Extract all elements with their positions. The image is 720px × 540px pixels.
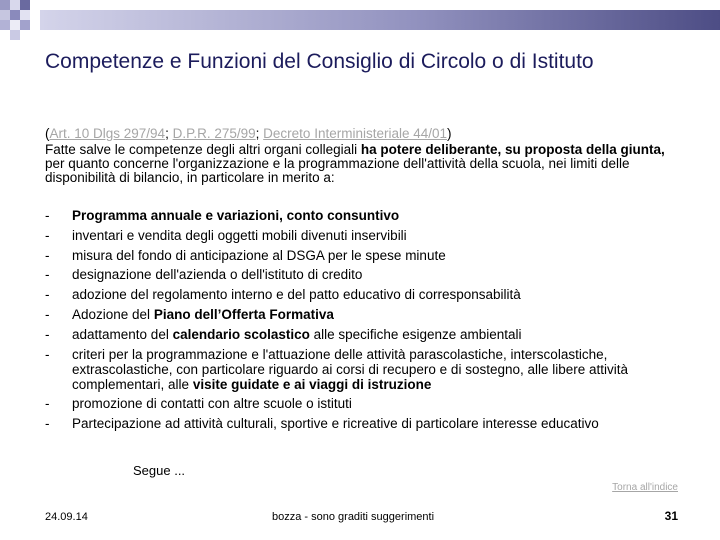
intro-bold: ha potere deliberante, su proposta della giunta, (360, 142, 665, 157)
competences-list (45, 208, 685, 436)
dash-bullet: - (45, 227, 50, 243)
dash-bullet: - (45, 346, 50, 362)
list-item (45, 347, 685, 392)
top-gradient-bar (40, 10, 720, 30)
dash-bullet: - (45, 306, 50, 322)
list-item-pre: misura del fondo di anticipazione al DSGA per le spese minute (72, 247, 446, 263)
dash-bullet: - (45, 326, 50, 342)
list-item-pre: inventari e vendita degli oggetti mobili divenuti inservibili (72, 227, 407, 243)
dash-bullet: - (45, 287, 50, 303)
list-item-pre: Adozione del (72, 306, 154, 322)
segue-text: Segue ... (133, 463, 186, 478)
list-item (45, 267, 685, 282)
intro-paragraph (45, 143, 685, 185)
list-item-pre: Partecipazione ad attività culturali, sportive e ricreative di particolare interesse educativo (72, 416, 599, 432)
back-to-index-link[interactable]: Torna all'indice (612, 482, 678, 493)
footer-date: 24.09.14 (45, 511, 88, 523)
dash-bullet: - (45, 416, 50, 432)
legal-references (45, 126, 452, 142)
dash-bullet: - (45, 267, 50, 283)
list-item (45, 228, 685, 243)
slide-title: Competenze e Funzioni del Consiglio di Circolo o di Istituto (45, 50, 594, 73)
refs-open-paren: ( (45, 126, 50, 141)
refs-separator: ; (255, 126, 264, 141)
refs-close-paren: ) (447, 126, 452, 141)
page-number: 31 (664, 509, 678, 523)
footer-note: bozza - sono graditi suggerimenti (272, 511, 435, 523)
list-item (45, 307, 685, 322)
list-item-bold: visite guidate e ai viaggi di istruzione (192, 376, 432, 392)
list-item-bold: Piano dell’Offerta Formativa (153, 306, 334, 322)
dash-bullet: - (45, 208, 50, 223)
list-item (45, 287, 685, 302)
ref-link-decreto[interactable]: Decreto Interministeriale 44/01 (263, 126, 448, 141)
list-item (45, 208, 685, 223)
list-item (45, 248, 685, 263)
intro-rest: per quanto concerne l'organizzazione e la programmazione dell'attività della scuola, nei limiti delle disponibilità di bilancio, in particolare in merito a: (45, 156, 630, 185)
list-item-pre: promozione di contatti con altre scuole o istituti (72, 396, 352, 412)
list-item-bold: Programma annuale e variazioni, conto consuntivo (72, 208, 400, 223)
list-item (45, 396, 685, 411)
dash-bullet: - (45, 396, 50, 412)
ref-link-dpr[interactable]: D.P.R. 275/99 (172, 126, 256, 141)
dash-bullet: - (45, 247, 50, 263)
list-item (45, 416, 685, 431)
list-item-bold: calendario scolastico (172, 326, 310, 342)
list-item-pre: criteri per la programmazione e l'attuazione delle attività parascolastiche, interscolastiche, extrascolastiche, con particolare riguardo ai corsi di recupero e di sostegno, alle libere attività complementari, alle (72, 346, 629, 392)
list-item-pre: adattamento del (72, 326, 173, 342)
list-item (45, 327, 685, 342)
ref-link-dlgs[interactable]: Art. 10 Dlgs 297/94 (49, 126, 166, 141)
list-item-post: alle specifiche esigenze ambientali (309, 326, 522, 342)
intro-lead: Fatte salve le competenze degli altri organi collegiali (45, 142, 361, 157)
refs-separator: ; (165, 126, 173, 141)
list-item-pre: designazione dell'azienda o dell'istituto di credito (72, 267, 363, 283)
list-item-pre: adozione del regolamento interno e del patto educativo di corresponsabilità (72, 287, 521, 303)
